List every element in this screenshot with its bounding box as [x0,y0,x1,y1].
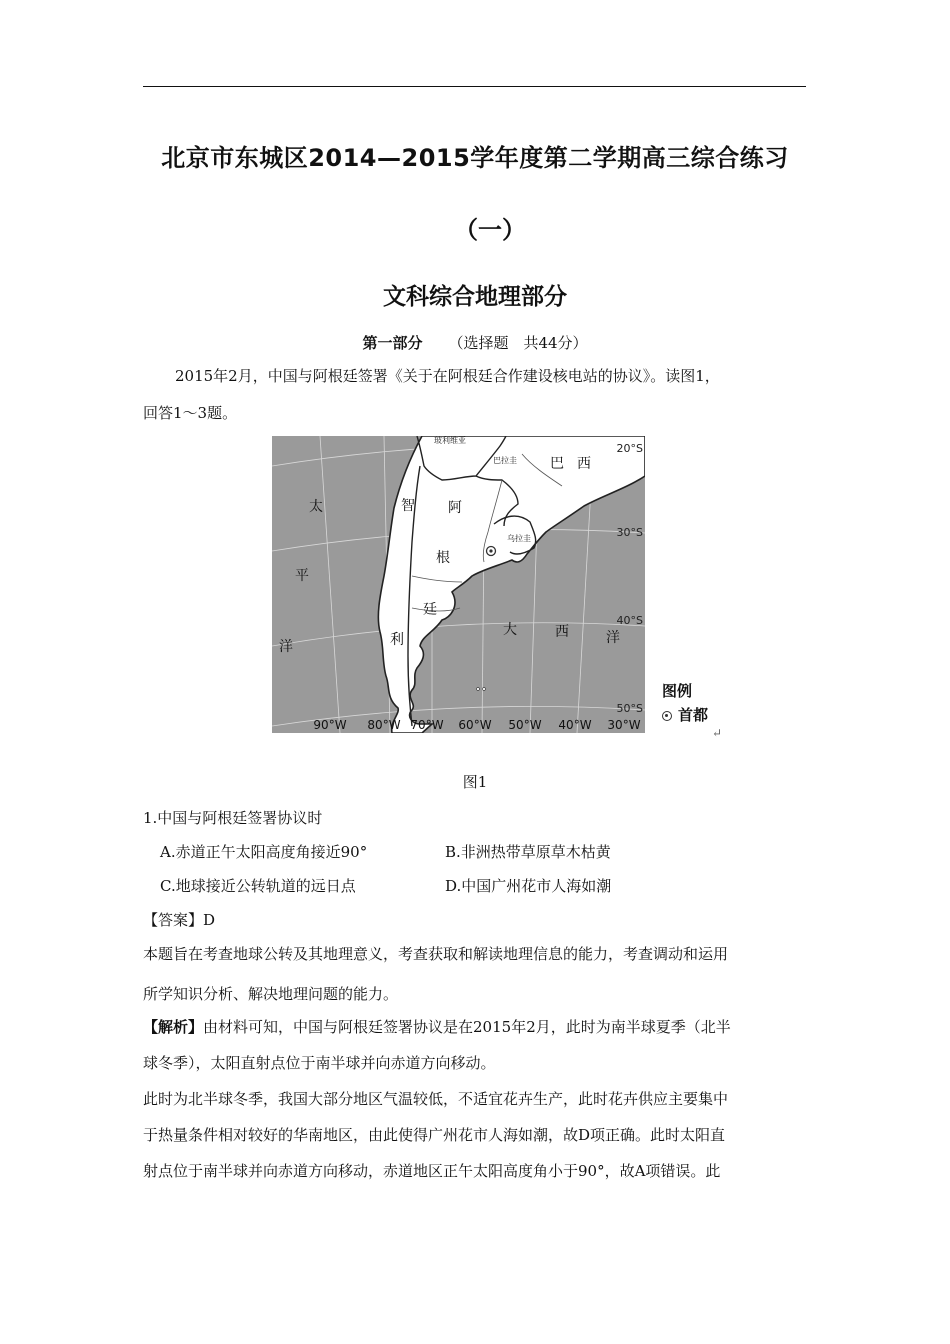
country-label-a: 阿 [448,500,462,516]
ocean-label-da: 大 [503,622,517,638]
doc-subject: 文科综合地理部分 [383,284,567,310]
analysis-line4: 于热量条件相对较好的华南地区，由此使得广州花市人海如潮，故D项正确。此时太阳直 [143,1126,726,1144]
lat-label-20s: 20°S [616,442,643,455]
country-label-zhi: 智 [401,498,415,514]
return-mark: ↵ [712,726,723,740]
country-label-xi: 西 [577,456,591,472]
analysis-label: 【解析】 [143,1018,204,1036]
lon-label-50w: 50°W [508,718,542,732]
ocean-label-tai: 太 [309,499,323,515]
analysis-line3: 此时为北半球冬季，我国大部分地区气温较低，不适宜花卉生产，此时花卉供应主要集中 [143,1090,729,1108]
uruguay-label: 乌拉圭 [507,534,531,543]
analysis-line2: 球冬季），太阳直射点位于南半球并向赤道方向移动。 [143,1054,496,1072]
map-legend [662,679,708,727]
ocean-label-xi: 西 [555,624,569,640]
country-label-ba: 巴 [550,456,564,472]
falkland-islands [477,688,480,691]
question1-option-d: D.中国广州花市人海如潮 [445,877,612,895]
analysis-line5: 射点位于南半球并向赤道方向移动，赤道地区正午太阳高度角小于90°，故A项错误。此 [143,1162,721,1180]
ocean-label-ping: 平 [295,568,309,584]
paraguay-label: 巴拉圭 [493,456,517,465]
analysis-line1 [143,1017,806,1037]
lon-label-60w: 60°W [458,718,492,732]
legend-title: 图例 [662,682,693,700]
section-bold: 第一部分 [362,334,423,352]
lat-label-50s: 50°S [616,702,643,715]
figure-caption: 图1 [462,773,488,791]
header-rule [143,86,806,87]
question1-option-b: B.非洲热带草原草木枯黄 [445,843,611,861]
country-label-ting: 廷 [423,602,437,618]
intro-line1: 2015年2月，中国与阿根廷签署《关于在阿根廷合作建设核电站的协议》。读图1， [175,367,720,385]
legend-capital-label: 首都 [678,706,709,724]
lon-label-30w: 30°W [607,718,641,732]
lat-label-40s: 40°S [616,614,643,627]
country-label-li: 利 [390,632,404,648]
question1-option-a: A.赤道正午太阳高度角接近90° [160,843,368,861]
lon-label-70w: 70°W [410,718,444,732]
explain-line2: 所学知识分析、解决地理问题的能力。 [143,985,399,1003]
answer-value: D [203,911,216,929]
answer-line [143,910,806,930]
bolivia-label: 玻利维亚 [434,436,466,445]
answer-label: 【答案】 [143,911,204,929]
lon-label-80w: 80°W [367,718,401,732]
section-note: （选择题 共44分） [448,334,588,352]
analysis-text1: 由材料可知，中国与阿根廷签署协议是在2015年2月，此时为南半球夏季（北半 [203,1018,731,1036]
section-heading [0,332,950,353]
doc-title-sub: （一） [454,216,526,244]
lon-label-90w: 90°W [313,718,347,732]
capital-icon [662,711,672,721]
lat-label-30s: 30°S [616,526,643,539]
ocean-label-yang2: 洋 [606,630,620,646]
doc-title: 北京市东城区2014—2015学年度第二学期高三综合练习 [161,144,789,172]
question1-option-c: C.地球接近公转轨道的远日点 [160,877,356,895]
south-america-map [272,436,645,733]
lon-label-40w: 40°W [558,718,592,732]
ocean-label-yang: 洋 [279,639,293,655]
explain-line1: 本题旨在考查地球公转及其地理意义，考查获取和解读地理信息的能力，考查调动和运用 [143,945,729,963]
intro-line2: 回答1～3题。 [143,404,238,422]
country-label-gen: 根 [436,550,450,566]
buenos-aires-capital [487,547,496,556]
question1-stem: 1.中国与阿根廷签署协议时 [143,809,323,827]
legend-capital-item [662,703,708,727]
falkland-islands [483,688,486,691]
